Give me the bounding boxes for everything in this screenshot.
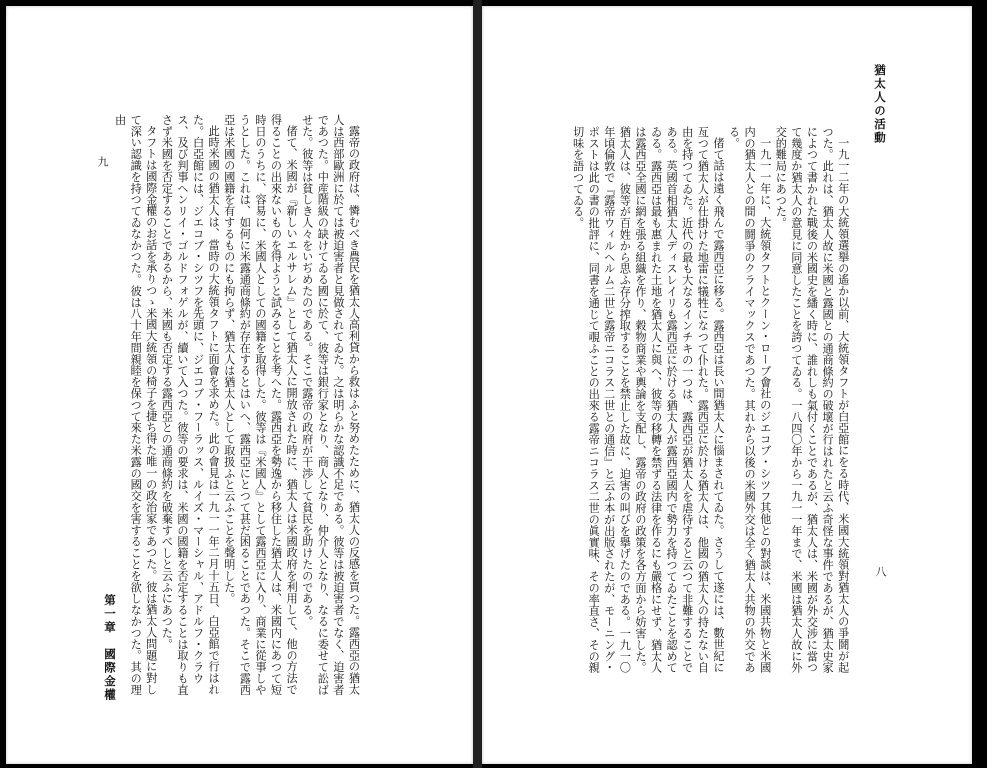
paragraph: 偖て話は遠く飛んで露西亞に移る。露西亞は長い間猶太人に惱まされてゐた。さうして遂には、數世紀に亙つて猶太人が仕掛けた地雷に犠牲になつて仆れた。露西亞に於ける猶太人は、他國の猶太人の持たない自由を持つてゐた。近代の最も大なるインチキの一つは、露西亞が猶太人を虐待すると云つて非難することである。英國首相猶太人ディスレイリも露西亞に於ける猶太人が露西亞國内で勢力を持つてゐたことを認めてゐる。露西亞は最も惠まれた土地を猶太人に與へ、彼等の移轉を禁ずる法律を作るにも嚴格にせず、猶太人は露西亞全國に網を張る組織を作り、穀物商業や輿論を支配し、露帝の政府の政策を各方面から妨害した。猶太人は、彼等が百姓から思ふ存分搾取することを禁止した故に、迫害の叫びを擧げたのである。一九一〇年頃倫敦で『露帝ウィルヘルム二世と露帝ニコラス二世との通信』と云ふ本が出版されたが、モーニング・ポストは此の書の批評に、同書を通じて覗ふことの出來る露帝ニコラス二世の眞實味、その率直さ、その親切味を語つてゐる。 (571, 126, 725, 674)
paragraph: 此時米國の猶太人は、當時の大統領タフトに面會を求めた。此の會見は一九一一年二月十五日、白亞館で行はれた。白亞館には、ジエコブ・シツフを先頭に、ジエコブ・フーラッス、ルイズ・マーシャル、アドルフ・クラウス、及び判事ヘンリイ・ゴルドフォゲルが、續いて入つた。彼等の要求は、米國の國籍を否定することは取りも直さず米國を否定することであるから、米國も否定する露西亞との通商條約を破棄すべしと云ふにあつた。 (160, 114, 221, 696)
left-page-body (112, 114, 362, 704)
footer-chapter: 第一章 國際金權 (103, 594, 117, 702)
paragraph: 露帝の政府は、憐むべき農民を猶太人高利貸から救はふと努めたために、猶太人の反感を買つた。露西亞の猶太人は西部歐洲に於ては被迫害者と見做されてゐた。之は明らかな認識不足である。彼等は被迫害者でなく、迫害者であつた。中産階級の缺けてゐる國に於て、彼等は銀行家となり、商人となり、仲介人となり、なるに委せて訟ばせた。彼等は貧しき人々をいぢめたのである。そこで露帝の政府が干渉して貧民を助けたのである。 (300, 114, 361, 696)
left-page (6, 6, 473, 764)
paragraph: タフトは國際金權のお話を承りつゝ米國大統領の椅子を捷ち得た唯一の政治家であつた。彼は猶太人問題に對して深い認識を持つてゐなかつた。彼は八十年間親睦を保つて來た米露の國交を害することを欲しなかつた。其の理由 (113, 114, 158, 696)
right-page-body (570, 126, 851, 682)
running-head: 猶太人の活動 (873, 64, 887, 145)
paragraph: 一九一一年に、大統領タフトとクーン・ローブ會社のジエコブ・シツフ其他との對談は、米國共物と米國内の猶太人との間の鬪爭のクライマックスであつた。其れから以後の米國外交は全く猶太人共物の外交である。 (727, 126, 772, 674)
page-number: 九 (96, 156, 109, 167)
paragraph: 偖て、米國が『新しいエルサレム』として猶太人に開放された時に、猶太人は米國政府を利用して、他の方法で得ることの出來ないものを得ようと試みることを考へた。露西亞を勢逸から移住した猶太人は、米國内にあつて短時日のうちに、容易に、米國人としての國籍を取得した。彼等は『米國人』として露西亞に入り、商業に從事しやうとした。これは、如何に米露通商條約が存在するとはいへ、露西亞にとつて甚だ困ることであつた。そこで露西亞は米國の國籍を有するものにも拘らず、猶太人は猶太人として取扱ふと云ふことを聲明した。 (222, 114, 299, 696)
right-page (482, 6, 972, 764)
page-number: 八 (874, 566, 887, 577)
paragraph: 一九一二年の大統領選擧の遙か以前、大統領タフトが白亞館にをる時代、米國大統領對猶太人の爭鬪が起つた。此れは、猶太人故に米國と露國との通商條約の破壞が行はれたと云ふ奇怪な事件であるが、猶太史家によつて書かれた戰後の米國史を繙く時に、誰れしも氣付くことであるが、猶太人は、米國が外交涉に當つて幾度か猶太人の意見に同意したことを誇つてゐる。一八四〇年から一九一一年まで、米國は猶太人故に外交的難局にあつた。 (774, 126, 850, 674)
book-gutter (473, 0, 482, 768)
